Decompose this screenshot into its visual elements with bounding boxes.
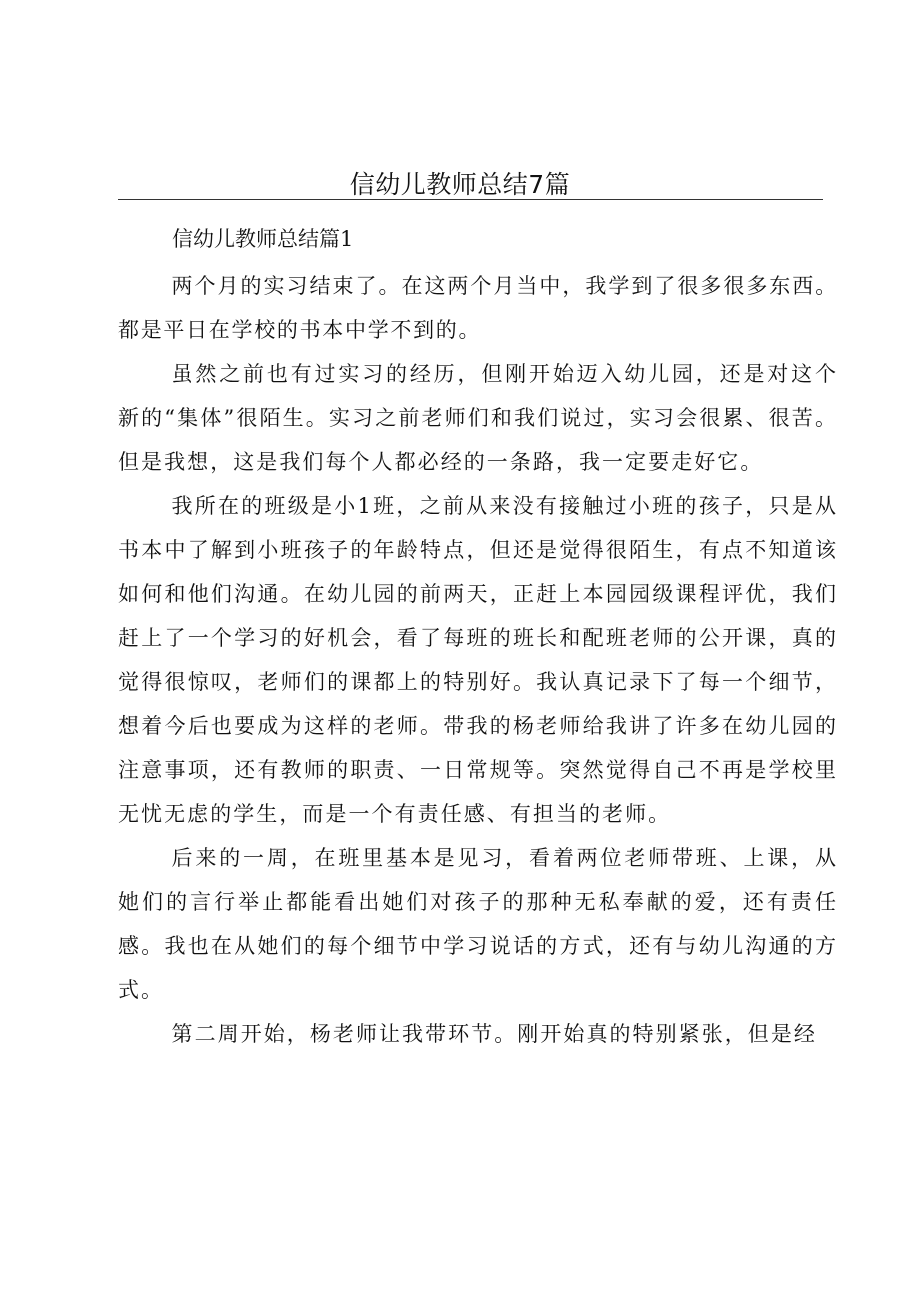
document-title: 信幼儿教师总结7篇 bbox=[349, 170, 571, 199]
paragraph-3: 我所在的班级是小1班，之前从来没有接触过小班的孩子，只是从书本中了解到小班孩子的年龄特点，但还是觉得很陌生，有点不知道该如何和他们沟通。在幼儿园的前两天，正赶上本园园级课程评优，我们赶上了一个学习的好机会，看了每班的班长和配班老师的公开课，真的觉得很惊叹，老师们的课都上的特别好。我认真记录下了每一个细节，想着今后也要成为这样的老师。带我的杨老师给我讲了许多在幼儿园的注意事项，还有教师的职责、一日常规等。突然觉得自己不再是学校里无忧无虑的学生，而是一个有责任感、有担当的老师。 bbox=[118, 494, 838, 826]
paragraph-2: 虽然之前也有过实习的经历，但刚开始迈入幼儿园，还是对这个新的“集体”很陌生。实习之前老师们和我们说过，实习会很累、很苦。但是我想，这是我们每个人都必经的一条路，我一定要走好它。 bbox=[118, 362, 838, 474]
document-body bbox=[118, 264, 838, 1056]
paragraph-4: 后来的一周，在班里基本是见习，看着两位老师带班、上课，从她们的言行举止都能看出她们对孩子的那种无私奉献的爱，还有责任感。我也在从她们的每个细节中学习说话的方式，还有与幼儿沟通的方式。 bbox=[118, 846, 838, 1002]
paragraph-5: 第二周开始，杨老师让我带环节。刚开始真的特别紧张，但是经 bbox=[171, 1022, 817, 1046]
paragraph-1: 两个月的实习结束了。在这两个月当中，我学到了很多很多东西。都是平日在学校的书本中学不到的。 bbox=[118, 274, 838, 342]
title-underline bbox=[118, 199, 823, 200]
section-heading: 信幼儿教师总结篇1 bbox=[172, 227, 354, 251]
